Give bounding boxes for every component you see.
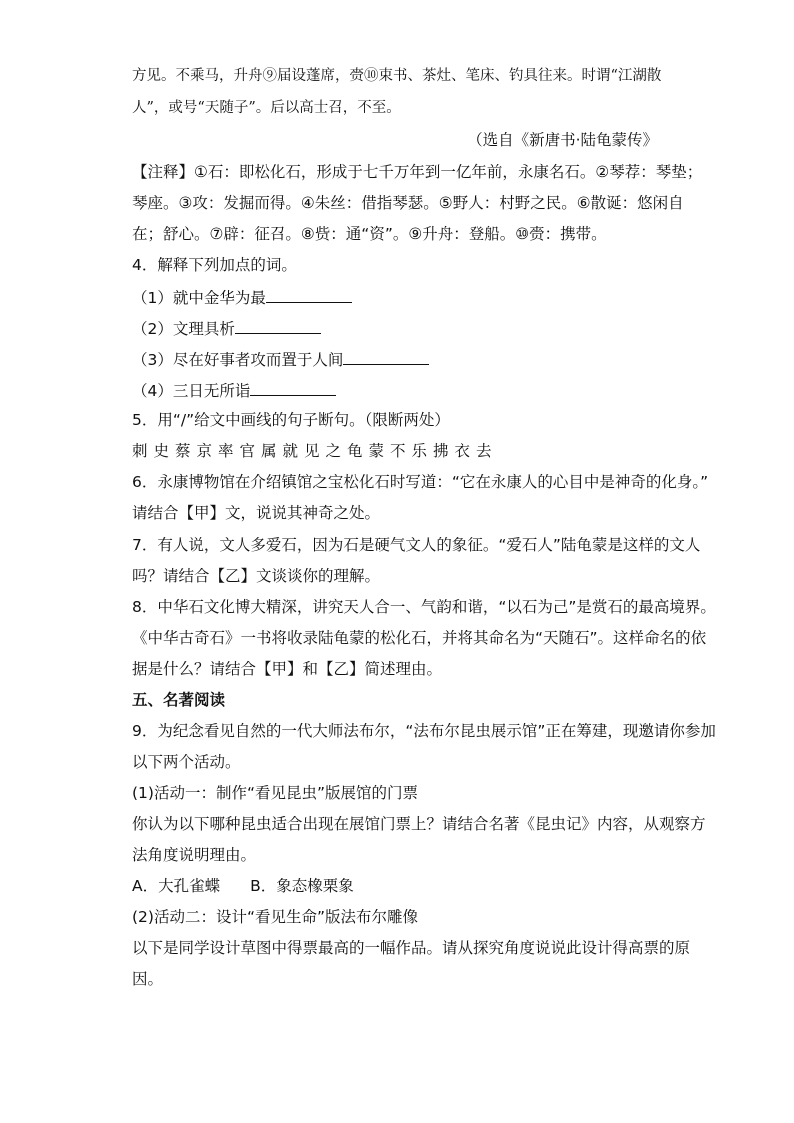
q6-line-1: 6．永康博物馆在介绍镇馆之宝松化石时写道：“它在永康人的心目中是神奇的化身。”: [132, 473, 709, 491]
q7-line-2: 吗？请结合【乙】文谈谈你的理解。: [132, 567, 381, 585]
q4-item-2-label: （2）文理具析: [132, 320, 235, 338]
q9-activity-2-line-1: 以下是同学设计草图中得票最高的一幅作品。请从探究角度说说此设计得高票的原: [132, 939, 691, 957]
q9-options: [132, 876, 354, 896]
notes-line-1: 【注释】①石：即松化石，形成于七千万年到一亿年前，永康名石。②琴荐：琴垫；: [132, 163, 703, 181]
answer-blank[interactable]: [235, 317, 321, 334]
notes-line-3: 在；舒心。⑦辟：征召。⑧赀：通“资”。⑨升舟：登船。⑩赍：携带。: [132, 225, 607, 243]
q5-stem: 5．用“/”给文中画线的句子断句。（限断两处）: [132, 411, 450, 429]
q4-item-4: [132, 379, 336, 401]
notes-line-2: 琴座。③攻：发掘而得。④朱丝：借指琴瑟。⑤野人：村野之民。⑥散诞：悠闲自: [132, 194, 684, 212]
q6-line-2: 请结合【甲】文，说说其神奇之处。: [132, 504, 381, 522]
q8-line-1: 8．中华石文化博大精深，讲究天人合一、气韵和谐，“以石为己”是赏石的最高境界。: [132, 598, 716, 616]
answer-blank[interactable]: [250, 379, 336, 396]
q8-line-2: 《中华古奇石》一书将收录陆龟蒙的松化石，并将其命名为“天随石”。这样命名的依: [132, 629, 707, 647]
q9-activity-1-line-2: 法角度说明理由。: [132, 846, 257, 864]
q4-stem: 4．解释下列加点的词。: [132, 256, 297, 274]
q8-line-3: 据是什么？请结合【甲】和【乙】简述理由。: [132, 660, 443, 678]
answer-blank[interactable]: [343, 348, 429, 365]
q5-sentence: 刺史蔡京率官属就见之龟蒙不乐拂衣去: [132, 442, 498, 460]
q9-activity-2-line-2: 因。: [132, 970, 164, 988]
answer-blank[interactable]: [266, 286, 352, 303]
option-a[interactable]: A．大孔雀蝶: [132, 877, 221, 895]
q9-line-1: 9．为纪念看见自然的一代大师法布尔，“法布尔昆虫展示馆”正在筹建，现邀请你参加: [132, 722, 716, 740]
section-heading: 五、名著阅读: [132, 691, 226, 709]
option-b[interactable]: B．象态橡栗象: [250, 877, 354, 895]
passage-line-1: 方见。不乘马，升舟⑨届设蓬席，赍⑩束书、茶灶、笔床、钓具往来。时谓“江湖散: [132, 68, 662, 84]
q9-activity-1: (1)活动一：制作“看见昆虫”版展馆的门票: [132, 784, 419, 802]
q4-item-3: [132, 348, 429, 370]
q9-activity-2: (2)活动二：设计“看见生命”版法布尔雕像: [132, 908, 419, 926]
q9-activity-1-line-1: 你认为以下哪种昆虫适合出现在展馆门票上？请结合名著《昆虫记》内容，从观察方: [132, 815, 706, 833]
q7-line-1: 7．有人说，文人多爱石，因为石是硬气文人的象征。“爱石人”陆龟蒙是这样的文人: [132, 536, 701, 554]
passage-line-2: 人”，或号“天随子”。后以高士召，不至。: [132, 100, 401, 116]
q4-item-1-label: （1）就中金华为最: [132, 289, 266, 307]
passage-source: （选自《新唐书·陆龟蒙传》: [467, 131, 658, 149]
q4-item-1: [132, 286, 352, 308]
q4-item-4-label: （4）三日无所诣: [132, 382, 251, 400]
q4-item-3-label: （3）尽在好事者攻而置于人间: [132, 351, 344, 369]
q9-line-2: 以下两个活动。: [132, 753, 241, 771]
q4-item-2: [132, 317, 321, 339]
